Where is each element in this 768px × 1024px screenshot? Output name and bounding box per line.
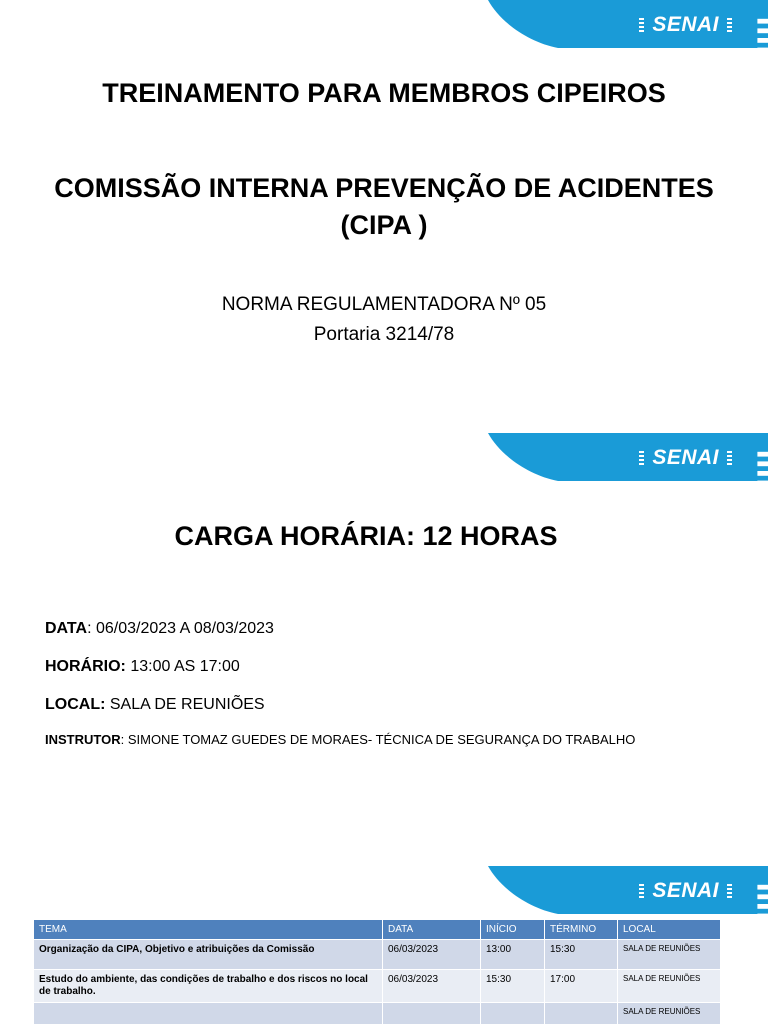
senai-wordmark: SENAI <box>652 446 719 469</box>
header-termino: TÉRMINO <box>545 920 618 940</box>
cell-tema: Organização da CIPA, Objetivo e atribuições da Comissão <box>34 940 383 970</box>
header-local: LOCAL <box>618 920 721 940</box>
instructor-line <box>45 732 635 747</box>
slide-details <box>0 433 768 865</box>
cell-inicio <box>481 1003 545 1024</box>
senai-banner <box>488 866 768 914</box>
senai-logo <box>639 880 732 902</box>
cell-local: SALA DE REUNIÕES <box>618 940 721 970</box>
header-tema: TEMA <box>34 920 383 940</box>
senai-emblem-icon <box>639 447 768 495</box>
table-row <box>34 940 721 970</box>
workload-heading: CARGA HORÁRIA: 12 HORAS <box>174 521 558 551</box>
commission-title-line1: COMISSÃO INTERNA PREVENÇÃO DE ACIDENTES <box>54 173 714 203</box>
cell-tema: Estudo do ambiente, das condições de trabalho e dos riscos no local de trabalho. <box>34 970 383 1003</box>
cell-data <box>383 1003 481 1024</box>
senai-banner <box>488 0 768 48</box>
instructor-label: INSTRUTOR <box>45 732 121 747</box>
location-line <box>45 696 265 714</box>
cell-termino: 15:30 <box>545 940 618 970</box>
table-row <box>34 970 721 1003</box>
cell-local: SALA DE REUNIÕES <box>618 1003 721 1024</box>
date-label: DATA <box>45 620 88 637</box>
slide-schedule <box>0 866 768 1024</box>
senai-emblem-icon <box>639 14 768 62</box>
norma-text: NORMA REGULAMENTADORA Nº 05 <box>221 294 547 315</box>
slide-title <box>0 0 768 432</box>
commission-title <box>0 170 768 244</box>
senai-logo <box>639 14 732 36</box>
cell-data: 06/03/2023 <box>383 970 481 1003</box>
cell-local: SALA DE REUNIÕES <box>618 970 721 1003</box>
cell-data: 06/03/2023 <box>383 940 481 970</box>
time-value: 13:00 AS 17:00 <box>125 658 240 675</box>
time-label: HORÁRIO: <box>45 658 126 675</box>
header-inicio: INÍCIO <box>481 920 545 940</box>
cell-inicio: 15:30 <box>481 970 545 1003</box>
senai-wordmark: SENAI <box>652 879 719 902</box>
location-label: LOCAL: <box>45 696 106 713</box>
senai-wordmark: SENAI <box>652 13 719 36</box>
regulation-block <box>0 290 768 350</box>
portaria-text: Portaria 3214/78 <box>313 324 455 345</box>
schedule-table <box>33 919 721 1024</box>
senai-banner <box>488 433 768 481</box>
table-header-row <box>34 920 721 940</box>
cell-termino: 17:00 <box>545 970 618 1003</box>
commission-title-line2: (CIPA ) <box>340 210 428 240</box>
page-title: TREINAMENTO PARA MEMBROS CIPEIROS <box>102 78 666 108</box>
cell-termino <box>545 1003 618 1024</box>
instructor-value: : SIMONE TOMAZ GUEDES DE MORAES- TÉCNICA DE SEGURANÇA DO TRABALHO <box>120 732 636 747</box>
table-row <box>34 1003 721 1024</box>
time-line <box>45 658 240 676</box>
cell-inicio: 13:00 <box>481 940 545 970</box>
date-line <box>45 620 274 638</box>
date-value: : 06/03/2023 A 08/03/2023 <box>87 620 274 637</box>
cell-tema <box>34 1003 383 1024</box>
header-data: DATA <box>383 920 481 940</box>
senai-logo <box>639 447 732 469</box>
location-value: SALA DE REUNIÕES <box>105 696 265 713</box>
